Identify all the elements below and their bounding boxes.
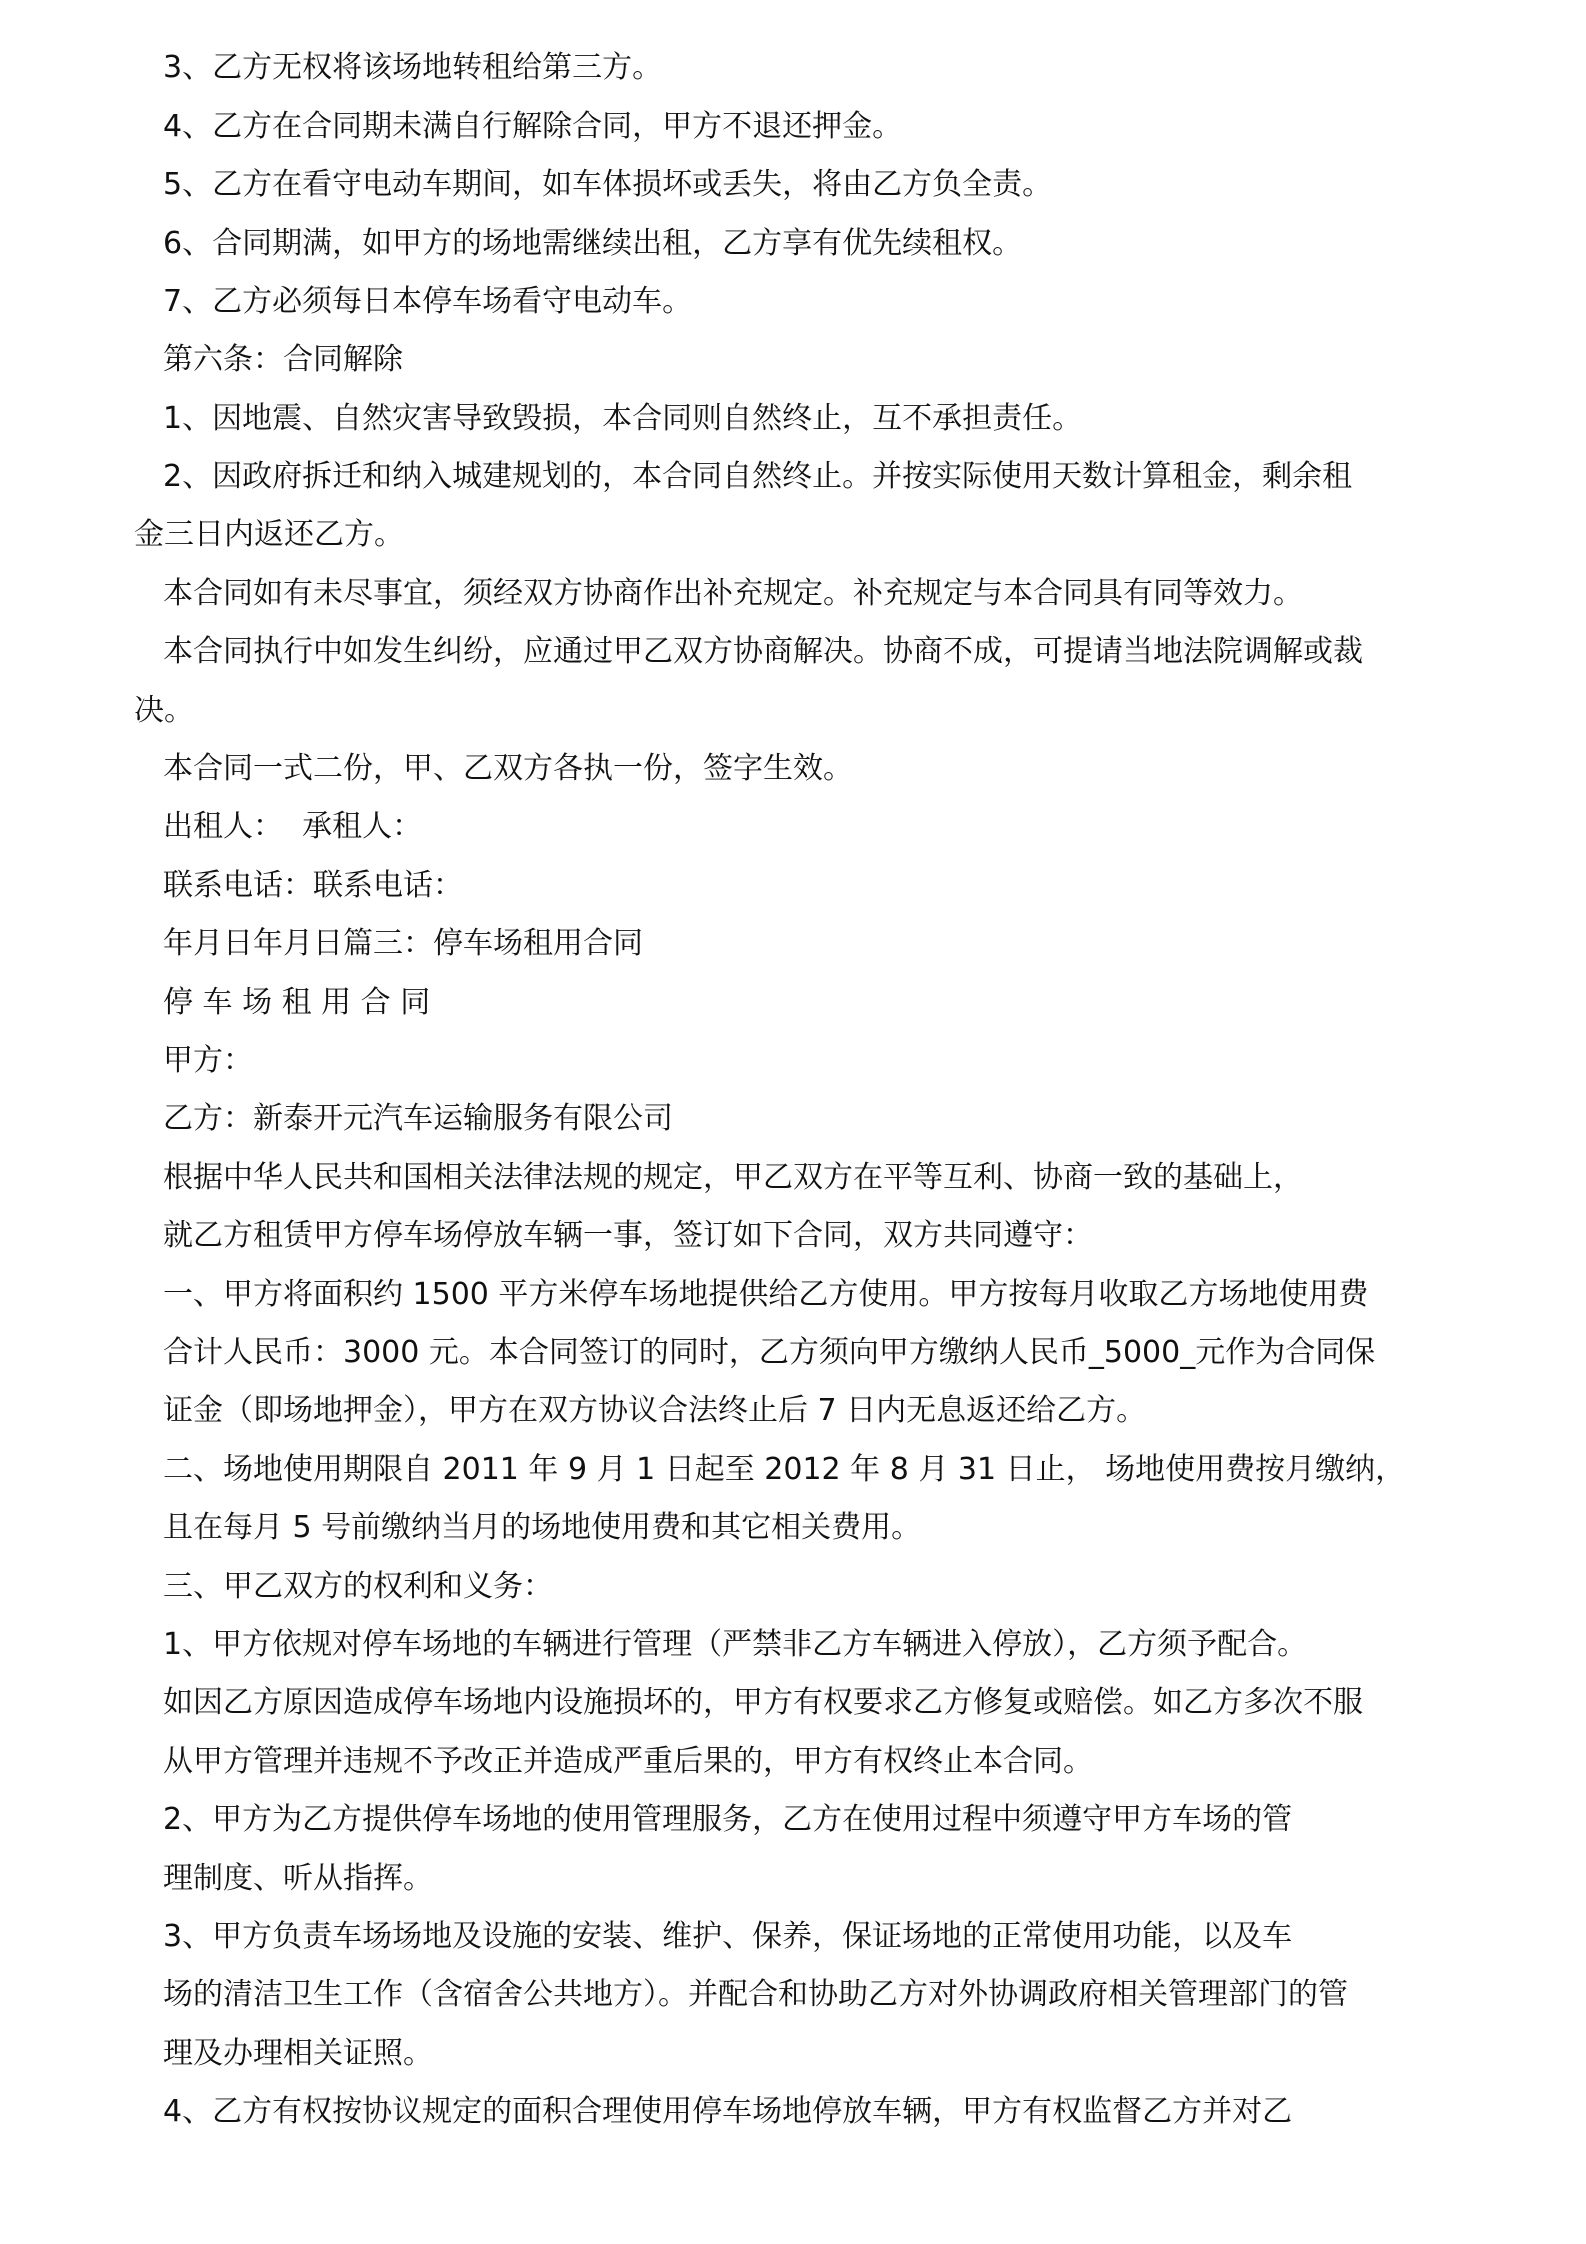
text-line: 本合同执行中如发生纠纷，应通过甲乙双方协商解决。协商不成，可提请当地法院调解或裁 [163, 634, 1363, 669]
text-line: 3、甲方负责车场场地及设施的安装、维护、保养，保证场地的正常使用功能，以及车 [163, 1919, 1293, 1954]
section-heading: 三、甲乙双方的权利和义务： [163, 1569, 553, 1604]
text-line: 2、因政府拆迁和纳入城建规划的，本合同自然终止。并按实际使用天数计算租金，剩余租 [163, 459, 1353, 494]
text-line: 6、合同期满，如甲方的场地需继续出租，乙方享有优先续租权。 [163, 226, 1023, 261]
text-line: 根据中华人民共和国相关法律法规的规定，甲乙双方在平等互利、协商一致的基础上， [163, 1160, 1303, 1195]
text-line: 证金（即场地押金），甲方在双方协议合法终止后 7 日内无息返还给乙方。 [163, 1393, 1147, 1428]
contract-title: 停 车 场 租 用 合 同 [163, 985, 431, 1020]
text-line: 一、甲方将面积约 1500 平方米停车场地提供给乙方使用。甲方按每月收取乙方场地使用费 [163, 1277, 1369, 1312]
section-heading: 第六条：合同解除 [163, 342, 403, 377]
text-line: 就乙方租赁甲方停车场停放车辆一事，签订如下合同，双方共同遵守： [163, 1218, 1093, 1253]
text-line: 且在每月 5 号前缴纳当月的场地使用费和其它相关费用。 [163, 1510, 922, 1545]
date-and-title-line: 年月日年月日篇三：停车场租用合同 [163, 926, 643, 961]
text-line: 如因乙方原因造成停车场地内设施损坏的，甲方有权要求乙方修复或赔偿。如乙方多次不服 [163, 1685, 1363, 1720]
text-line: 本合同一式二份，甲、乙双方各执一份，签字生效。 [163, 751, 853, 786]
text-line: 4、乙方有权按协议规定的面积合理使用停车场地停放车辆，甲方有权监督乙方并对乙 [163, 2094, 1293, 2129]
text-line: 7、乙方必须每日本停车场看守电动车。 [163, 284, 693, 319]
text-line: 理制度、听从指挥。 [163, 1861, 433, 1896]
text-line: 本合同如有未尽事宜，须经双方协商作出补充规定。补充规定与本合同具有同等效力。 [163, 576, 1303, 611]
text-line: 二、场地使用期限自 2011 年 9 月 1 日起至 2012 年 8 月 31 日止， 场地使用费按月缴纳， [163, 1452, 1406, 1487]
text-line: 金三日内返还乙方。 [134, 517, 404, 552]
text-line: 5、乙方在看守电动车期间，如车体损坏或丢失，将由乙方负全责。 [163, 167, 1053, 202]
phone-labels: 联系电话：联系电话： [163, 868, 463, 903]
text-line: 从甲方管理并违规不予改正并造成严重后果的，甲方有权终止本合同。 [163, 1744, 1093, 1779]
text-line: 4、乙方在合同期未满自行解除合同，甲方不退还押金。 [163, 109, 903, 144]
text-line: 合计人民币：3000 元。本合同签订的同时，乙方须向甲方缴纳人民币_5000_元作为合同保 [163, 1335, 1376, 1370]
text-line: 场的清洁卫生工作（含宿舍公共地方）。并配合和协助乙方对外协调政府相关管理部门的管 [163, 1977, 1348, 2012]
text-line: 理及办理相关证照。 [163, 2036, 433, 2071]
text-line: 2、甲方为乙方提供停车场地的使用管理服务，乙方在使用过程中须遵守甲方车场的管 [163, 1802, 1293, 1837]
text-line: 1、因地震、自然灾害导致毁损，本合同则自然终止，互不承担责任。 [163, 401, 1083, 436]
party-a-line: 甲方： [163, 1043, 253, 1078]
text-line: 1、甲方依规对停车场地的车辆进行管理（严禁非乙方车辆进入停放），乙方须予配合。 [163, 1627, 1308, 1662]
text-line: 3、乙方无权将该场地转租给第三方。 [163, 50, 663, 85]
signature-labels: 出租人： 承租人： [163, 809, 423, 844]
text-line: 决。 [134, 693, 194, 728]
party-b-line: 乙方：新泰开元汽车运输服务有限公司 [163, 1101, 673, 1136]
